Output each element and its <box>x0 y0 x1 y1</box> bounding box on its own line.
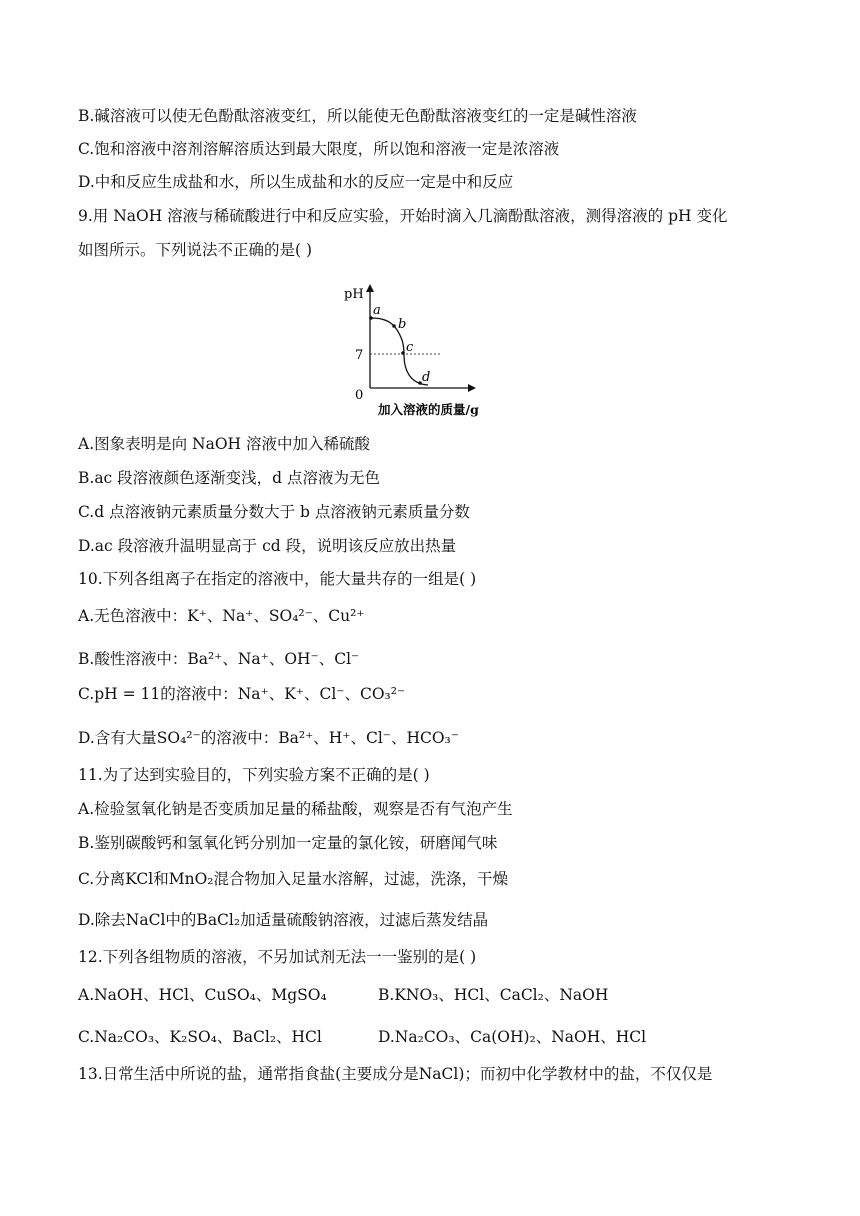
option-9c: C.d 点溶液钠元素质量分数大于 b 点溶液钠元素质量分数 <box>78 503 470 521</box>
option-8c: C.饱和溶液中溶剂溶解溶质达到最大限度，所以饱和溶液一定是浓溶液 <box>78 140 560 158</box>
ph-curve-figure <box>340 280 530 420</box>
option-11a: A.检验氢氧化钠是否变质加足量的稀盐酸，观察是否有气泡产生 <box>78 800 513 818</box>
point-b <box>392 324 396 328</box>
option-12b: B.KNO₃、HCl、CaCl₂、NaOH <box>378 986 609 1004</box>
point-c <box>401 351 405 355</box>
x-axis-arrow-icon <box>468 384 476 392</box>
option-12c: C.Na₂CO₃、K₂SO₄、BaCl₂、HCl <box>78 1028 322 1046</box>
option-9b: B.ac 段溶液颜色逐渐变浅，d 点溶液为无色 <box>78 469 381 487</box>
option-10d: D.含有大量SO₄²⁻的溶液中：Ba²⁺、H⁺、Cl⁻、HCO₃⁻ <box>78 729 459 747</box>
option-8d: D.中和反应生成盐和水，所以生成盐和水的反应一定是中和反应 <box>78 173 514 191</box>
y-axis-label: pH <box>344 287 364 302</box>
label-a: a <box>373 303 381 318</box>
option-8b: B.碱溶液可以使无色酚酞溶液变红，所以能使无色酚酞溶液变红的一定是碱性溶液 <box>78 107 637 125</box>
option-10b: B.酸性溶液中：Ba²⁺、Na⁺、OH⁻、Cl⁻ <box>78 650 360 668</box>
label-c: c <box>406 340 414 355</box>
option-12a: A.NaOH、HCl、CuSO₄、MgSO₄ <box>78 986 327 1004</box>
option-12d: D.Na₂CO₃、Ca(OH)₂、NaOH、HCl <box>378 1028 647 1046</box>
option-11b: B.鉴别碳酸钙和氢氧化钙分别加一定量的氯化铵，研磨闻气味 <box>78 834 498 852</box>
option-9d: D.ac 段溶液升温明显高于 cd 段，说明该反应放出热量 <box>78 537 457 555</box>
question-10-stem: 10.下列各组离子在指定的溶液中，能大量共存的一组是( ) <box>78 570 477 588</box>
y-axis-arrow-icon <box>366 284 374 292</box>
label-b: b <box>398 317 407 332</box>
question-9-stem-cont: 如图所示。下列说法不正确的是( ) <box>78 241 313 259</box>
option-10a: A.无色溶液中：K⁺、Na⁺、SO₄²⁻、Cu²⁺ <box>78 607 365 625</box>
option-9a: A.图象表明是向 NaOH 溶液中加入稀硫酸 <box>78 435 371 453</box>
tick-0: 0 <box>355 388 364 403</box>
x-axis-label: 加入溶液的质量/g <box>378 402 479 417</box>
question-13-stem: 13.日常生活中所说的盐，通常指食盐(主要成分是NaCl)；而初中化学教材中的盐，不仅仅是 <box>78 1065 713 1083</box>
tick-7: 7 <box>355 348 364 363</box>
option-10c: C.pH = 11的溶液中：Na⁺、K⁺、Cl⁻、CO₃²⁻ <box>78 685 406 703</box>
question-11-stem: 11.为了达到实验目的，下列实验方案不正确的是( ) <box>78 766 430 784</box>
question-12-stem: 12.下列各组物质的溶液，不另加试剂无法一一鉴别的是( ) <box>78 948 477 966</box>
option-11d: D.除去NaCl中的BaCl₂加适量硫酸钠溶液，过滤后蒸发结晶 <box>78 911 489 929</box>
label-d: d <box>422 370 431 385</box>
option-11c: C.分离KCl和MnO₂混合物加入足量水溶解，过滤，洗涤，干燥 <box>78 870 508 888</box>
question-9-stem: 9.用 NaOH 溶液与稀硫酸进行中和反应实验，开始时滴入几滴酚酞溶液，测得溶液的 pH 变化 <box>78 207 728 225</box>
